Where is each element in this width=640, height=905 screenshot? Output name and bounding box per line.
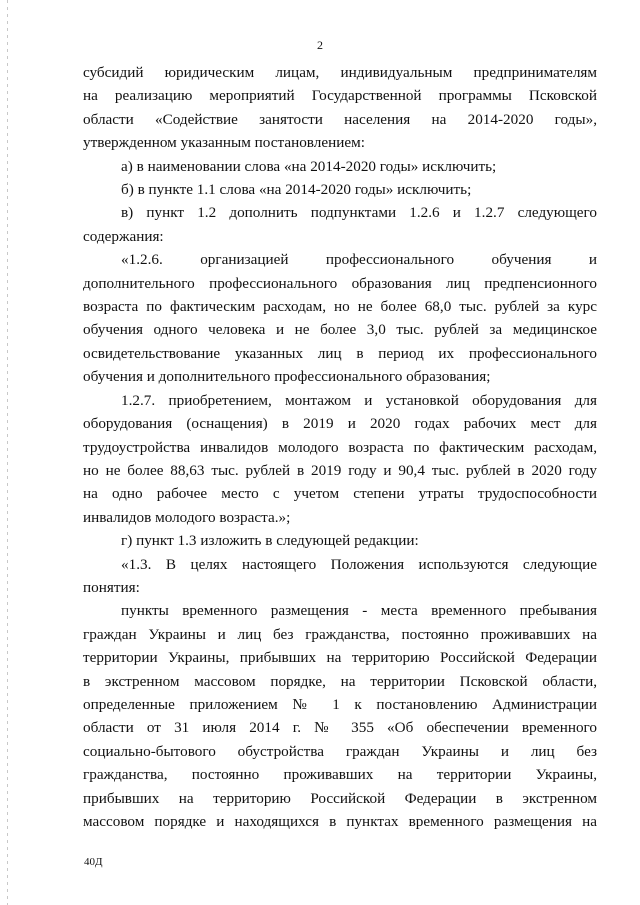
text-line: гражданства, постоянно проживавших на территории Украины,: [83, 766, 597, 784]
text-line: «1.3. В целях настоящего Положения используются следующие: [121, 555, 597, 573]
scan-edge: [7, 0, 8, 905]
text-line: прибывших на территорию Российской Федерации в экстренном: [83, 789, 597, 807]
text-line: а) в наименовании слова «на 2014-2020 годы» исключить;: [121, 157, 497, 175]
text-line: на реализацию мероприятий Государственной программы Псковской: [83, 87, 597, 105]
text-line: области от 31 июля 2014 г. № 355 «Об обеспечении временного: [83, 719, 597, 737]
text-line: но не более 88,63 тыс. рублей в 2019 году и 90,4 тыс. рублей в 2020 году: [83, 461, 597, 479]
text-line: 1.2.7. приобретением, монтажом и установкой оборудования для: [121, 391, 597, 409]
text-line: понятия:: [83, 578, 140, 596]
text-line: в) пункт 1.2 дополнить подпунктами 1.2.6 и 1.2.7 следующего: [121, 204, 597, 222]
text-line: в экстренном массовом порядке, на территории Псковской области,: [83, 672, 597, 690]
text-line: граждан Украины и лиц без гражданства, постоянно проживавших на: [83, 625, 597, 643]
text-line: обучения одного человека и не более 3,0 тыс. рублей за медицинское: [83, 321, 597, 339]
text-line: социально-бытового обустройства граждан Украины и лиц без: [83, 742, 597, 760]
text-line: дополнительного профессионального образования лиц предпенсионного: [83, 274, 597, 292]
text-line: территории Украины, прибывших на территорию Российской Федерации: [83, 649, 597, 667]
text-line: содержания:: [83, 227, 164, 245]
text-line: пункты временного размещения - места временного пребывания: [121, 602, 597, 620]
page-number: 2: [317, 38, 323, 52]
text-line: области «Содействие занятости населения на 2014-2020 годы»,: [83, 110, 597, 128]
text-line: б) в пункте 1.1 слова «на 2014-2020 годы» исключить;: [121, 181, 472, 199]
text-line: определенные приложением № 1 к постановлению Администрации: [83, 695, 597, 713]
footer-code: 40Д: [84, 856, 103, 868]
text-line: утвержденном указанным постановлением:: [83, 134, 365, 152]
text-line: «1.2.6. организацией профессионального обучения и: [121, 251, 597, 269]
text-line: трудоустройства инвалидов молодого возраста по фактическим расходам,: [83, 438, 597, 456]
document-body: [83, 61, 597, 833]
text-line: субсидий юридическим лицам, индивидуальным предпринимателям: [83, 64, 597, 81]
text-line: г) пункт 1.3 изложить в следующей редакции:: [121, 532, 419, 550]
text-line: обучения и дополнительного профессионального образования;: [83, 368, 491, 386]
text-line: массовом порядке и находящихся в пунктах временного размещения на: [83, 813, 597, 830]
text-line: оборудования (оснащения) в 2019 и 2020 годах рабочих мест для: [83, 415, 597, 433]
text-line: возраста по фактическим расходам, но не более 68,0 тыс. рублей за курс: [83, 298, 597, 316]
text-line: инвалидов молодого возраста.»;: [83, 508, 291, 526]
text-line: освидетельствование указанных лиц в период их профессионального: [83, 344, 597, 362]
text-line: на одно рабочее место с учетом степени утраты трудоспособности: [83, 485, 597, 503]
